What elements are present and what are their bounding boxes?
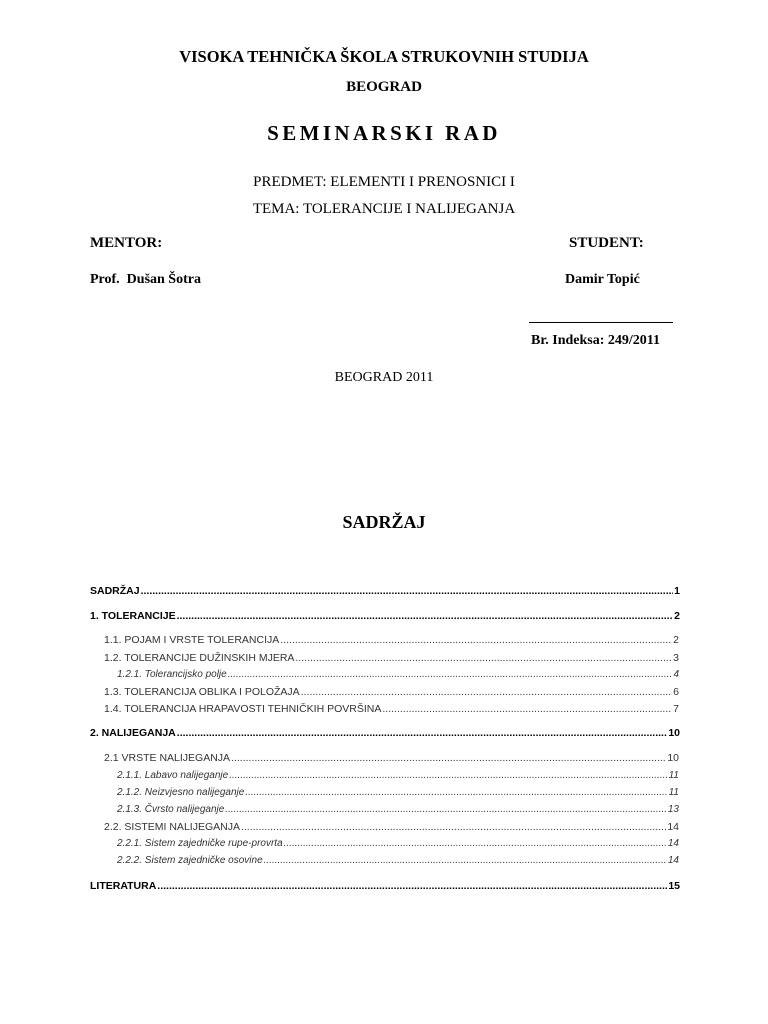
toc-entry-label: 2.1 VRSTE NALIJEGANJA xyxy=(104,752,231,764)
toc-entry-label: LITERATURA xyxy=(90,880,157,892)
toc-entry-page: 11 xyxy=(668,787,679,798)
toc-entry[interactable] xyxy=(104,821,679,833)
toc-entry-page: 15 xyxy=(668,880,680,892)
toc-entry-page: 14 xyxy=(667,821,679,833)
document-title: SEMINARSKI RAD xyxy=(267,121,501,145)
student-name: Damir Topić xyxy=(565,272,640,287)
toc-entry-page: 1 xyxy=(674,585,680,597)
school-name: VISOKA TEHNIČKA ŠKOLA STRUKOVNIH STUDIJA xyxy=(179,47,589,66)
toc-entry[interactable] xyxy=(104,652,679,664)
topic-line: TEMA: TOLERANCIJE I NALIJEGANJA xyxy=(252,201,516,217)
toc-entry[interactable] xyxy=(90,727,680,739)
toc-heading: SADRŽAJ xyxy=(342,512,426,532)
toc-entry-page: 13 xyxy=(667,804,679,815)
toc-leader xyxy=(245,787,667,798)
toc-entry-page: 2 xyxy=(674,610,680,622)
toc-leader xyxy=(295,652,672,664)
toc-entry-label: 2.1.2. Neizvjesno nalijeganje xyxy=(117,787,245,798)
toc-entry-label: 1. TOLERANCIJE xyxy=(90,610,176,622)
toc-entry-label: 1.4. TOLERANCIJA HRAPAVOSTI TEHNIČKIH POVRŠINA xyxy=(104,703,382,715)
toc-entry[interactable] xyxy=(117,669,679,680)
toc-entry-page: 14 xyxy=(667,838,679,849)
signature-line xyxy=(529,322,673,323)
toc-entry-page: 3 xyxy=(673,652,679,664)
toc-entry[interactable] xyxy=(117,787,679,798)
toc-entry-page: 7 xyxy=(673,703,679,715)
toc-entry[interactable] xyxy=(104,703,679,715)
toc-entry[interactable] xyxy=(104,686,679,698)
toc-leader xyxy=(301,686,672,698)
toc-entry-label: 2.2. SISTEMI NALIJEGANJA xyxy=(104,821,240,833)
toc-entry[interactable] xyxy=(117,804,679,815)
toc-entry-label: 2.2.1. Sistem zajedničke rupe-provrta xyxy=(117,838,283,849)
toc-entry[interactable] xyxy=(117,770,679,781)
toc-entry[interactable] xyxy=(90,585,680,597)
toc-entry-page: 2 xyxy=(673,634,679,646)
toc-entry-label: 2.1.1. Labavo nalijeganje xyxy=(117,770,229,781)
toc-entry[interactable] xyxy=(117,855,679,866)
toc-entry-page: 10 xyxy=(667,752,679,764)
student-index: Br. Indeksa: 249/2011 xyxy=(531,333,661,348)
toc-entry-label: 1.1. POJAM I VRSTE TOLERANCIJA xyxy=(104,634,280,646)
city-header: BEOGRAD xyxy=(346,79,422,95)
toc-entry-label: 2. NALIJEGANJA xyxy=(90,727,176,739)
toc-entry-label: SADRŽAJ xyxy=(90,585,140,597)
subject-line: PREDMET: ELEMENTI I PRENOSNICI I xyxy=(253,174,515,190)
toc-entry[interactable] xyxy=(104,634,679,646)
mentor-name: Prof. Dušan Šotra xyxy=(90,272,201,287)
toc-entry-page: 4 xyxy=(673,669,679,680)
toc-leader xyxy=(284,838,667,849)
toc-leader xyxy=(177,727,668,739)
toc-leader xyxy=(141,585,674,597)
toc-entry-label: 2.2.2. Sistem zajedničke osovine xyxy=(117,855,263,866)
toc-leader xyxy=(382,703,672,715)
toc-leader xyxy=(280,634,672,646)
mentor-label: MENTOR: xyxy=(90,235,163,251)
student-label: STUDENT: xyxy=(569,235,644,251)
toc-entry-label: 1.2. TOLERANCIJE DUŽINSKIH MJERA xyxy=(104,652,295,664)
toc-leader xyxy=(231,752,666,764)
toc-entry-page: 14 xyxy=(667,855,679,866)
toc-entry[interactable] xyxy=(117,838,679,849)
toc-entry-label: 1.3. TOLERANCIJA OBLIKA I POLOŽAJA xyxy=(104,686,300,698)
toc-entry-page: 6 xyxy=(673,686,679,698)
place-year: BEOGRAD 2011 xyxy=(334,370,434,385)
toc-entry[interactable] xyxy=(104,752,679,764)
toc-leader xyxy=(228,669,673,680)
toc-leader xyxy=(264,855,667,866)
toc-entry[interactable] xyxy=(90,610,680,622)
toc-entry-page: 11 xyxy=(668,770,679,781)
toc-leader xyxy=(229,770,667,781)
toc-leader xyxy=(157,880,667,892)
toc-entry-label: 1.2.1. Tolerancijsko polje xyxy=(117,669,227,680)
toc-entry-page: 10 xyxy=(668,727,680,739)
toc-entry-label: 2.1.3. Čvrsto nalijeganje xyxy=(117,804,225,815)
toc-leader xyxy=(241,821,666,833)
toc-leader xyxy=(225,804,667,815)
toc-leader xyxy=(177,610,674,622)
toc-entry[interactable] xyxy=(90,880,680,892)
